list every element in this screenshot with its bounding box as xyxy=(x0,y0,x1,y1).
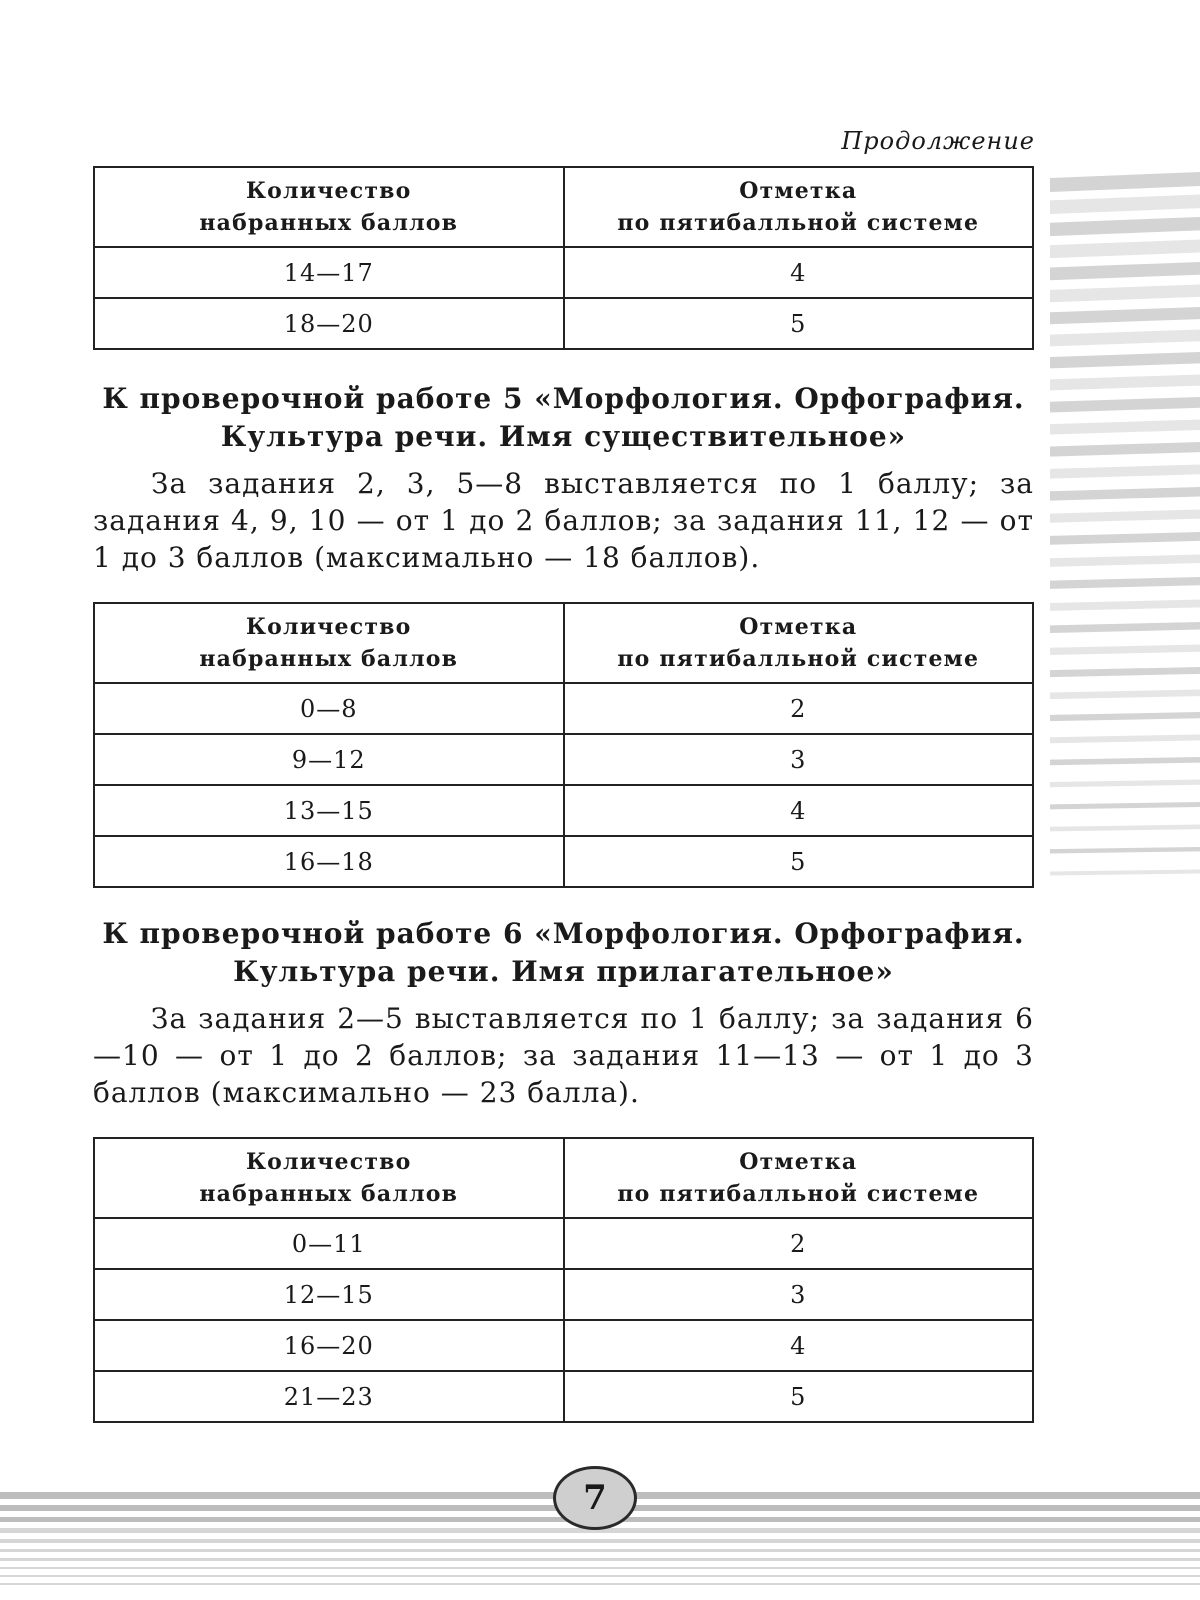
points-column-header: Количество набранных баллов xyxy=(94,603,564,683)
decorative-stripe xyxy=(1050,217,1200,236)
page-number: 7 xyxy=(583,1478,607,1518)
page-number-badge xyxy=(553,1466,637,1530)
points-range-cell: 13—15 xyxy=(94,785,564,836)
points-range-cell: 16—18 xyxy=(94,836,564,887)
decorative-stripe xyxy=(1050,667,1200,677)
decorative-stripe xyxy=(1050,712,1200,721)
decorative-stripe xyxy=(0,1539,1200,1543)
decorative-stripe xyxy=(0,1567,1200,1569)
table-header-row xyxy=(94,167,1033,247)
table-row xyxy=(94,1371,1033,1422)
decorative-stripe xyxy=(1050,622,1200,633)
decorative-stripe xyxy=(1050,487,1200,501)
table-row xyxy=(94,734,1033,785)
decorative-stripe xyxy=(1050,375,1200,391)
grade-column-header: Отметка по пятибалльной системе xyxy=(564,1138,1034,1218)
score-table-6 xyxy=(93,1137,1034,1423)
decorative-stripe xyxy=(1050,532,1200,545)
score-table-5 xyxy=(93,602,1034,888)
grade-cell: 4 xyxy=(564,1320,1034,1371)
continuation-label: Продолжение xyxy=(841,127,1035,155)
decorative-stripe xyxy=(1050,870,1200,876)
grade-column-header: Отметка по пятибалльной системе xyxy=(564,603,1034,683)
points-column-header: Количество набранных баллов xyxy=(94,1138,564,1218)
decorative-stripe xyxy=(0,1558,1200,1561)
decorative-stripe xyxy=(0,1549,1200,1552)
table-row xyxy=(94,1269,1033,1320)
decorative-stripe xyxy=(0,1583,1200,1585)
table-row xyxy=(94,785,1033,836)
grade-column-header: Отметка по пятибалльной системе xyxy=(564,167,1034,247)
decorative-stripe xyxy=(1050,397,1200,412)
points-range-cell: 0—8 xyxy=(94,683,564,734)
decorative-stripe xyxy=(1050,285,1200,303)
section-5-text: За задания 2, 3, 5—8 выставляется по 1 баллу; за задания 4, 9, 10 — от 1 до 2 баллов; за задания 11, 12 — от 1 до 3 баллов (максимально — 18 баллов). xyxy=(93,467,1034,574)
decorative-stripe xyxy=(1050,262,1200,280)
points-range-cell: 16—20 xyxy=(94,1320,564,1371)
table-row xyxy=(94,1218,1033,1269)
decorative-stripe xyxy=(1050,510,1200,523)
decorative-stripe xyxy=(1050,330,1200,347)
section-6-title: К проверочной работе 6 «Морфология. Орфография. Культура речи. Имя прилагательное» xyxy=(102,917,1025,988)
grade-cell: 4 xyxy=(564,785,1034,836)
grade-cell: 2 xyxy=(564,1218,1034,1269)
points-column-header: Количество набранных баллов xyxy=(94,167,564,247)
decorative-stripe xyxy=(1050,577,1200,589)
decorative-stripe xyxy=(1050,802,1200,809)
decorative-stripe xyxy=(1050,442,1200,457)
grade-cell: 3 xyxy=(564,1269,1034,1320)
table-header-row xyxy=(94,1138,1033,1218)
decorative-stripe xyxy=(1050,757,1200,765)
decorative-stripe xyxy=(1050,307,1200,324)
decorative-stripe xyxy=(1050,780,1200,788)
grade-cell: 4 xyxy=(564,247,1034,298)
grade-cell: 2 xyxy=(564,683,1034,734)
decorative-stripe xyxy=(0,1575,1200,1577)
decorative-stripe xyxy=(1050,352,1200,368)
table-row xyxy=(94,683,1033,734)
score-table-1 xyxy=(93,166,1034,350)
grade-cell: 5 xyxy=(564,1371,1034,1422)
decorative-stripe xyxy=(1050,195,1200,215)
decorative-stripe xyxy=(1050,645,1200,656)
points-range-cell: 12—15 xyxy=(94,1269,564,1320)
decorative-stripe xyxy=(1050,172,1200,192)
decorative-stripe xyxy=(1050,465,1200,479)
decorative-stripe xyxy=(1050,690,1200,700)
table-row xyxy=(94,836,1033,887)
decorative-stripe xyxy=(1050,240,1200,259)
grade-cell: 3 xyxy=(564,734,1034,785)
points-range-cell: 14—17 xyxy=(94,247,564,298)
table-row xyxy=(94,247,1033,298)
table-header-row xyxy=(94,603,1033,683)
decorative-stripe xyxy=(1050,600,1200,611)
grade-cell: 5 xyxy=(564,298,1034,349)
section-5-title: К проверочной работе 5 «Морфология. Орфография. Культура речи. Имя существительное» xyxy=(102,382,1025,453)
decorative-stripe xyxy=(1050,825,1200,832)
decorative-stripe xyxy=(1050,555,1200,567)
decorative-stripe xyxy=(1050,847,1200,853)
points-range-cell: 18—20 xyxy=(94,298,564,349)
grade-cell: 5 xyxy=(564,836,1034,887)
table-row xyxy=(94,298,1033,349)
decorative-stripe xyxy=(1050,735,1200,744)
decorative-stripe xyxy=(1050,420,1200,435)
points-range-cell: 9—12 xyxy=(94,734,564,785)
points-range-cell: 21—23 xyxy=(94,1371,564,1422)
points-range-cell: 0—11 xyxy=(94,1218,564,1269)
decorative-stripes-right xyxy=(1050,160,1200,880)
table-row xyxy=(94,1320,1033,1371)
section-6-text: За задания 2—5 выставляется по 1 баллу; за задания 6—10 — от 1 до 2 баллов; за задания 11—13 — от 1 до 3 баллов (максимально — 23 балла). xyxy=(93,1002,1034,1109)
